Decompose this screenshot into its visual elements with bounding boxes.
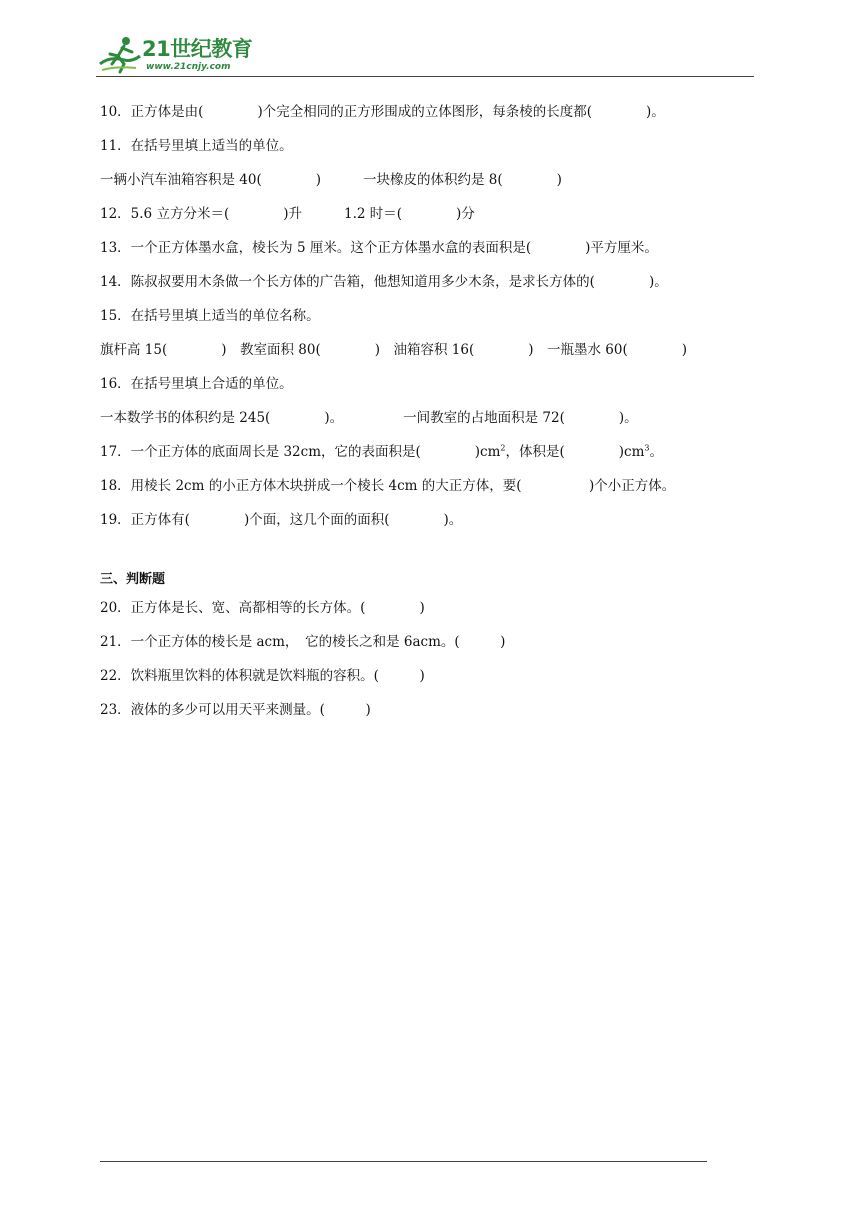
question-17: [100, 442, 780, 462]
question-17-part-c: 。: [649, 444, 663, 460]
superscript-2: 2: [500, 443, 506, 453]
question-17-part-b: ，体积是( )cm: [505, 444, 645, 460]
question-22: 22．饮料瓶里饮料的体积就是饮料瓶的容积。( ): [100, 668, 425, 684]
logo-title: 21世纪教育: [142, 37, 253, 61]
question-20: 20．正方体是长、宽、高都相等的长方体。( ): [100, 600, 425, 616]
running-figure-icon: [96, 34, 144, 76]
question-16-item-b: 一间教室的占地面积是 72( )。: [403, 410, 638, 426]
question-15: 15．在括号里填上适当的单位名称。: [100, 308, 320, 324]
question-18: 18．用棱长 2cm 的小正方体木块拼成一个棱长 4cm 的大正方体，要( )个小正方体。: [100, 478, 676, 494]
question-11-item-b: 一块橡皮的体积约是 8( ): [363, 172, 562, 188]
worksheet-content: [100, 102, 780, 734]
question-12: [100, 204, 780, 224]
question-10: 10．正方体是由( )个完全相同的正方形围成的立体图形，每条棱的长度都( )。: [100, 104, 665, 120]
question-12-part-b: 1.2 时＝( )分: [343, 206, 475, 222]
footer-divider: [100, 1161, 707, 1162]
header-divider: [96, 76, 754, 77]
question-17-part-a: 17．一个正方体的底面周长是 32cm，它的表面积是( )cm: [100, 444, 501, 460]
question-12-part-a: 12．5.6 立方分米＝( )升: [100, 206, 302, 222]
question-21: 21．一个正方体的棱长是 acm， 它的棱长之和是 6acm。( ): [100, 634, 506, 650]
question-19: 19．正方体有( )个面，这几个面的面积( )。: [100, 512, 463, 528]
question-16: 16．在括号里填上合适的单位。: [100, 376, 293, 392]
question-11-items: [100, 170, 780, 190]
superscript-3: 3: [644, 443, 650, 453]
logo-url: www.21cnjy.com: [146, 62, 231, 72]
question-23: 23．液体的多少可以用天平来测量。( ): [100, 702, 371, 718]
section-title-judge: 三、判断题: [100, 572, 166, 587]
question-11-item-a: 一辆小汽车油箱容积是 40( ): [100, 172, 322, 188]
question-13: 13．一个正方体墨水盒，棱长为 5 厘米。这个正方体墨水盒的表面积是( )平方厘米。: [100, 240, 658, 256]
page-header: [96, 34, 756, 78]
question-14: 14．陈叔叔要用木条做一个长方体的广告箱，他想知道用多少木条，是求长方体的( )。: [100, 274, 668, 290]
question-16-item-a: 一本数学书的体积约是 245( )。: [100, 410, 344, 426]
question-15-items: 旗杆高 15( ) 教室面积 80( ) 油箱容积 16( ) 一瓶墨水 60( ): [100, 342, 688, 358]
question-11: 11．在括号里填上适当的单位。: [100, 138, 293, 154]
question-16-items: [100, 408, 780, 428]
